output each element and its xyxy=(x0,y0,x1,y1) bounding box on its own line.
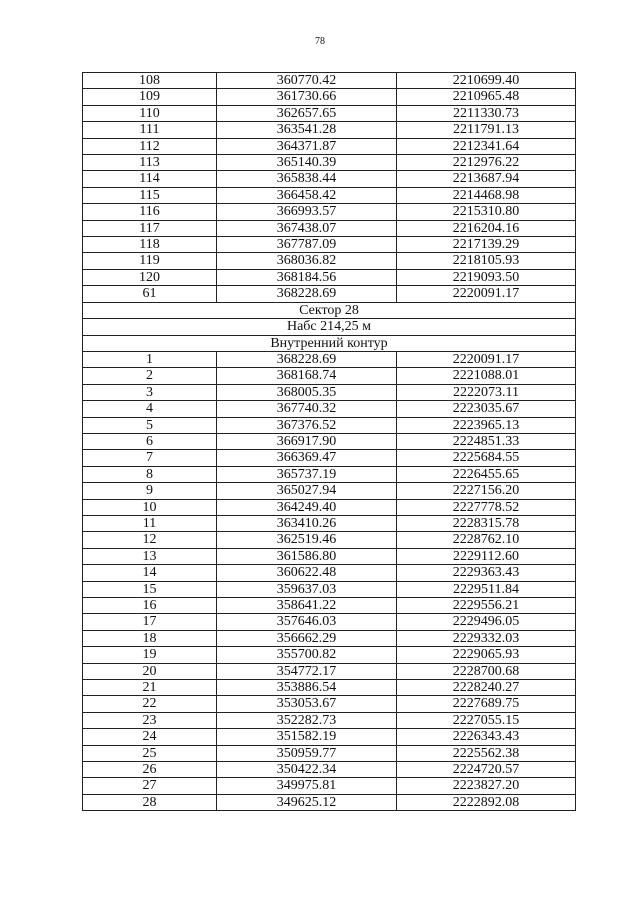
point-number-cell: 2 xyxy=(83,368,217,384)
table-row xyxy=(83,581,576,597)
x-coordinate-cell: 367438.07 xyxy=(217,220,397,236)
x-coordinate-cell: 366458.42 xyxy=(217,187,397,203)
point-number-cell: 110 xyxy=(83,105,217,121)
x-coordinate-cell: 361586.80 xyxy=(217,548,397,564)
y-coordinate-cell: 2210699.40 xyxy=(397,73,576,89)
table-row xyxy=(83,565,576,581)
x-coordinate-cell: 353053.67 xyxy=(217,696,397,712)
x-coordinate-cell: 360770.42 xyxy=(217,73,397,89)
x-coordinate-cell: 358641.22 xyxy=(217,598,397,614)
point-number-cell: 17 xyxy=(83,614,217,630)
y-coordinate-cell: 2227055.15 xyxy=(397,712,576,728)
table-row xyxy=(83,138,576,154)
point-number-cell: 28 xyxy=(83,794,217,810)
table-row xyxy=(83,401,576,417)
x-coordinate-cell: 364249.40 xyxy=(217,499,397,515)
sector-contour-row xyxy=(83,335,576,351)
table-row xyxy=(83,384,576,400)
x-coordinate-cell: 366917.90 xyxy=(217,433,397,449)
x-coordinate-cell: 352282.73 xyxy=(217,712,397,728)
table-row xyxy=(83,187,576,203)
x-coordinate-cell: 368036.82 xyxy=(217,253,397,269)
point-number-cell: 115 xyxy=(83,187,217,203)
sector-height: Набс 214,25 м xyxy=(83,319,576,335)
y-coordinate-cell: 2228315.78 xyxy=(397,515,576,531)
point-number-cell: 26 xyxy=(83,762,217,778)
point-number-cell: 114 xyxy=(83,171,217,187)
table-row xyxy=(83,680,576,696)
point-number-cell: 16 xyxy=(83,598,217,614)
x-coordinate-cell: 354772.17 xyxy=(217,663,397,679)
y-coordinate-cell: 2219093.50 xyxy=(397,269,576,285)
table-row xyxy=(83,532,576,548)
x-coordinate-cell: 368228.69 xyxy=(217,286,397,302)
x-coordinate-cell: 363410.26 xyxy=(217,515,397,531)
x-coordinate-cell: 356662.29 xyxy=(217,630,397,646)
table-row xyxy=(83,696,576,712)
sector-height-row xyxy=(83,319,576,335)
point-number-cell: 15 xyxy=(83,581,217,597)
table-row xyxy=(83,417,576,433)
x-coordinate-cell: 350422.34 xyxy=(217,762,397,778)
y-coordinate-cell: 2228762.10 xyxy=(397,532,576,548)
table-row xyxy=(83,794,576,810)
y-coordinate-cell: 2223827.20 xyxy=(397,778,576,794)
point-number-cell: 18 xyxy=(83,630,217,646)
point-number-cell: 13 xyxy=(83,548,217,564)
table-row xyxy=(83,483,576,499)
point-number-cell: 27 xyxy=(83,778,217,794)
y-coordinate-cell: 2229332.03 xyxy=(397,630,576,646)
table-row xyxy=(83,548,576,564)
table-row xyxy=(83,663,576,679)
y-coordinate-cell: 2226343.43 xyxy=(397,729,576,745)
y-coordinate-cell: 2223965.13 xyxy=(397,417,576,433)
x-coordinate-cell: 367787.09 xyxy=(217,237,397,253)
x-coordinate-cell: 368228.69 xyxy=(217,351,397,367)
table-row xyxy=(83,778,576,794)
point-number-cell: 118 xyxy=(83,237,217,253)
y-coordinate-cell: 2221088.01 xyxy=(397,368,576,384)
point-number-cell: 117 xyxy=(83,220,217,236)
y-coordinate-cell: 2229511.84 xyxy=(397,581,576,597)
x-coordinate-cell: 366993.57 xyxy=(217,204,397,220)
point-number-cell: 109 xyxy=(83,89,217,105)
point-number-cell: 111 xyxy=(83,122,217,138)
point-number-cell: 25 xyxy=(83,745,217,761)
x-coordinate-cell: 366369.47 xyxy=(217,450,397,466)
x-coordinate-cell: 349625.12 xyxy=(217,794,397,810)
y-coordinate-cell: 2229363.43 xyxy=(397,565,576,581)
table-row xyxy=(83,122,576,138)
point-number-cell: 6 xyxy=(83,433,217,449)
point-number-cell: 7 xyxy=(83,450,217,466)
point-number-cell: 112 xyxy=(83,138,217,154)
table-row xyxy=(83,450,576,466)
sector-header xyxy=(83,302,576,351)
table-row xyxy=(83,220,576,236)
point-number-cell: 10 xyxy=(83,499,217,515)
table-row xyxy=(83,253,576,269)
point-number-cell: 12 xyxy=(83,532,217,548)
point-number-cell: 3 xyxy=(83,384,217,400)
y-coordinate-cell: 2215310.80 xyxy=(397,204,576,220)
y-coordinate-cell: 2227689.75 xyxy=(397,696,576,712)
y-coordinate-cell: 2212976.22 xyxy=(397,155,576,171)
table-row xyxy=(83,89,576,105)
x-coordinate-cell: 362657.65 xyxy=(217,105,397,121)
point-number-cell: 14 xyxy=(83,565,217,581)
coordinates-table xyxy=(82,72,576,811)
page-number: 78 xyxy=(315,36,325,47)
table-row xyxy=(83,73,576,89)
table-row xyxy=(83,598,576,614)
table-row xyxy=(83,762,576,778)
point-number-cell: 120 xyxy=(83,269,217,285)
y-coordinate-cell: 2216204.16 xyxy=(397,220,576,236)
y-coordinate-cell: 2225562.38 xyxy=(397,745,576,761)
table-row xyxy=(83,155,576,171)
y-coordinate-cell: 2229112.60 xyxy=(397,548,576,564)
sector-title-row xyxy=(83,302,576,318)
x-coordinate-cell: 351582.19 xyxy=(217,729,397,745)
table-row xyxy=(83,745,576,761)
point-number-cell: 113 xyxy=(83,155,217,171)
y-coordinate-cell: 2224720.57 xyxy=(397,762,576,778)
y-coordinate-cell: 2228240.27 xyxy=(397,680,576,696)
y-coordinate-cell: 2222073.11 xyxy=(397,384,576,400)
point-number-cell: 20 xyxy=(83,663,217,679)
y-coordinate-cell: 2226455.65 xyxy=(397,466,576,482)
y-coordinate-cell: 2218105.93 xyxy=(397,253,576,269)
table-body-bottom xyxy=(83,351,576,810)
point-number-cell: 9 xyxy=(83,483,217,499)
y-coordinate-cell: 2213687.94 xyxy=(397,171,576,187)
y-coordinate-cell: 2229556.21 xyxy=(397,598,576,614)
x-coordinate-cell: 364371.87 xyxy=(217,138,397,154)
x-coordinate-cell: 368168.74 xyxy=(217,368,397,384)
table-row xyxy=(83,499,576,515)
y-coordinate-cell: 2211791.13 xyxy=(397,122,576,138)
point-number-cell: 4 xyxy=(83,401,217,417)
point-number-cell: 61 xyxy=(83,286,217,302)
table-row xyxy=(83,647,576,663)
table-row xyxy=(83,237,576,253)
table-row xyxy=(83,433,576,449)
table-body-top xyxy=(83,73,576,303)
x-coordinate-cell: 365737.19 xyxy=(217,466,397,482)
x-coordinate-cell: 367740.32 xyxy=(217,401,397,417)
x-coordinate-cell: 350959.77 xyxy=(217,745,397,761)
x-coordinate-cell: 365838.44 xyxy=(217,171,397,187)
table-row xyxy=(83,351,576,367)
sector-contour: Внутренний контур xyxy=(83,335,576,351)
y-coordinate-cell: 2229496.05 xyxy=(397,614,576,630)
table-row xyxy=(83,171,576,187)
table-row xyxy=(83,515,576,531)
x-coordinate-cell: 368005.35 xyxy=(217,384,397,400)
x-coordinate-cell: 353886.54 xyxy=(217,680,397,696)
table-row xyxy=(83,729,576,745)
y-coordinate-cell: 2228700.68 xyxy=(397,663,576,679)
table-row xyxy=(83,269,576,285)
point-number-cell: 11 xyxy=(83,515,217,531)
y-coordinate-cell: 2214468.98 xyxy=(397,187,576,203)
y-coordinate-cell: 2217139.29 xyxy=(397,237,576,253)
point-number-cell: 116 xyxy=(83,204,217,220)
point-number-cell: 8 xyxy=(83,466,217,482)
table-row xyxy=(83,630,576,646)
y-coordinate-cell: 2224851.33 xyxy=(397,433,576,449)
point-number-cell: 1 xyxy=(83,351,217,367)
y-coordinate-cell: 2211330.73 xyxy=(397,105,576,121)
point-number-cell: 108 xyxy=(83,73,217,89)
point-number-cell: 22 xyxy=(83,696,217,712)
y-coordinate-cell: 2229065.93 xyxy=(397,647,576,663)
x-coordinate-cell: 368184.56 xyxy=(217,269,397,285)
point-number-cell: 119 xyxy=(83,253,217,269)
x-coordinate-cell: 361730.66 xyxy=(217,89,397,105)
point-number-cell: 21 xyxy=(83,680,217,696)
table-row xyxy=(83,712,576,728)
point-number-cell: 24 xyxy=(83,729,217,745)
x-coordinate-cell: 357646.03 xyxy=(217,614,397,630)
point-number-cell: 23 xyxy=(83,712,217,728)
x-coordinate-cell: 365027.94 xyxy=(217,483,397,499)
x-coordinate-cell: 367376.52 xyxy=(217,417,397,433)
table-row xyxy=(83,204,576,220)
y-coordinate-cell: 2220091.17 xyxy=(397,351,576,367)
x-coordinate-cell: 365140.39 xyxy=(217,155,397,171)
y-coordinate-cell: 2210965.48 xyxy=(397,89,576,105)
x-coordinate-cell: 363541.28 xyxy=(217,122,397,138)
point-number-cell: 5 xyxy=(83,417,217,433)
table-row xyxy=(83,286,576,302)
y-coordinate-cell: 2212341.64 xyxy=(397,138,576,154)
y-coordinate-cell: 2227778.52 xyxy=(397,499,576,515)
point-number-cell: 19 xyxy=(83,647,217,663)
x-coordinate-cell: 362519.46 xyxy=(217,532,397,548)
table-row xyxy=(83,105,576,121)
x-coordinate-cell: 360622.48 xyxy=(217,565,397,581)
y-coordinate-cell: 2227156.20 xyxy=(397,483,576,499)
table-row xyxy=(83,466,576,482)
x-coordinate-cell: 349975.81 xyxy=(217,778,397,794)
y-coordinate-cell: 2220091.17 xyxy=(397,286,576,302)
table-row xyxy=(83,368,576,384)
y-coordinate-cell: 2223035.67 xyxy=(397,401,576,417)
x-coordinate-cell: 359637.03 xyxy=(217,581,397,597)
y-coordinate-cell: 2225684.55 xyxy=(397,450,576,466)
table-row xyxy=(83,614,576,630)
x-coordinate-cell: 355700.82 xyxy=(217,647,397,663)
y-coordinate-cell: 2222892.08 xyxy=(397,794,576,810)
sector-title: Сектор 28 xyxy=(83,302,576,318)
